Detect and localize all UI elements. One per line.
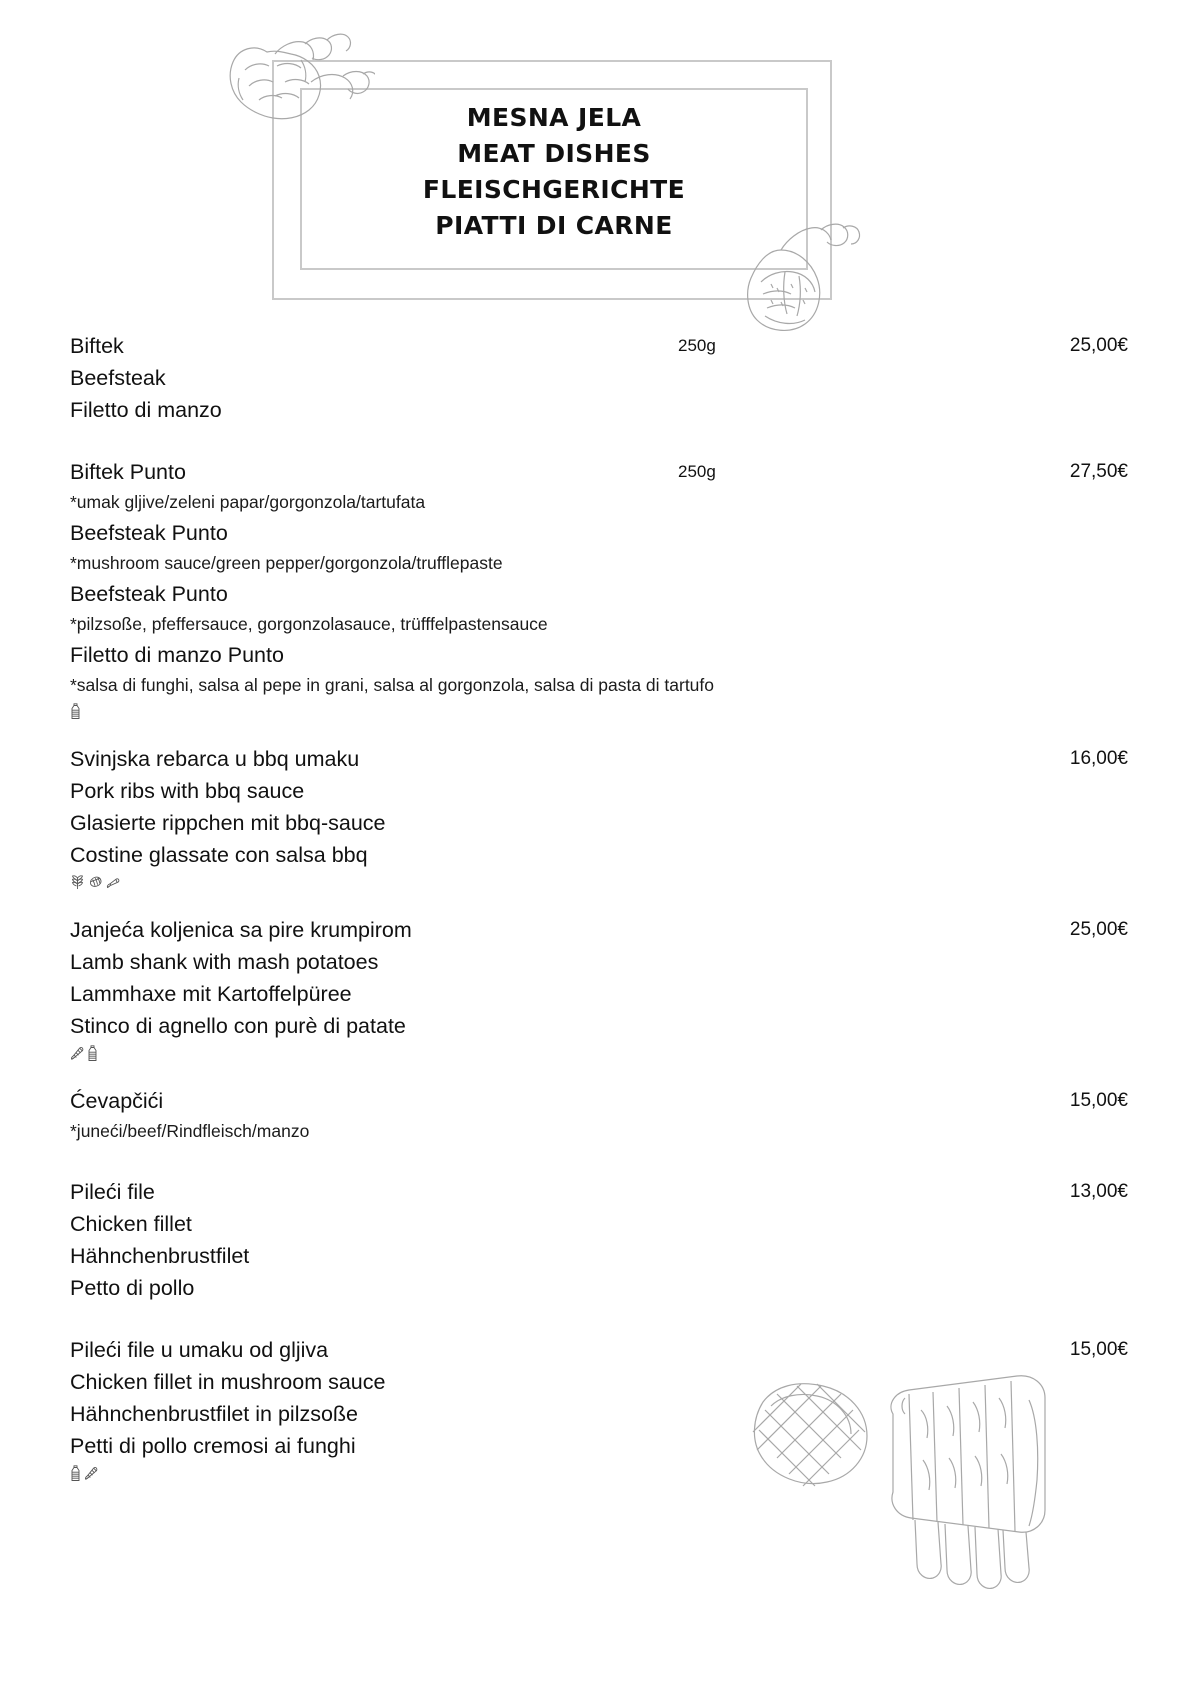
spacer [70, 1146, 1128, 1176]
menu-item-header-row [70, 1176, 1128, 1208]
menu-item-line-de: Glasierte rippchen mit bbq-sauce [70, 811, 386, 835]
menu-item-cevapcici[interactable] [70, 1085, 1128, 1146]
menu-item-line-en: Lamb shank with mash potatoes [70, 950, 379, 974]
celery-icon [70, 1045, 84, 1061]
menu-item-price: 27,50€ [1069, 461, 1128, 482]
menu-item-line-de: Beefsteak Punto [70, 582, 228, 606]
menu-item-name: Pileći file [70, 1180, 155, 1204]
menu-item-desc-hr: *umak gljive/zeleni papar/gorgonzola/tartufata [70, 492, 426, 512]
menu-item-price: 13,00€ [1069, 1181, 1128, 1202]
menu-item-biftek[interactable] [70, 330, 1128, 426]
menu-item-line-it: Filetto di manzo [70, 398, 222, 422]
menu-item-price: 25,00€ [1069, 919, 1128, 940]
menu-item-line-en: Chicken fillet in mushroom sauce [70, 1370, 386, 1394]
menu-item-desc-en: *mushroom sauce/green pepper/gorgonzola/trufflepaste [70, 553, 503, 573]
allergen-list [70, 701, 1128, 721]
milk-icon [70, 1465, 81, 1482]
menu-item-line-en: Pork ribs with bbq sauce [70, 779, 305, 803]
menu-item-desc-it: *salsa di funghi, salsa al pepe in grani, salsa al gorgonzola, salsa di pasta di tartufo [70, 675, 715, 695]
menu-item-line-en: Beefsteak [70, 366, 166, 390]
menu-item-line-en: Chicken fillet [70, 1212, 192, 1236]
menu-item-price: 25,00€ [1069, 335, 1128, 356]
menu-item-desc-de: *pilzsoße, pfeffersauce, gorgonzolasauce, trüfffelpastensauce [70, 614, 548, 634]
milk-icon [70, 703, 81, 720]
menu-item-line-de: Lammhaxe mit Kartoffelpüree [70, 982, 352, 1006]
menu-item-line-de: Hähnchenbrustfilet [70, 1244, 250, 1268]
menu-item-weight: 250g [678, 462, 716, 481]
menu-item-line-it: Costine glassate con salsa bbq [70, 843, 368, 867]
sesame-icon [88, 874, 103, 890]
title-line-hr: MESNA JELA [466, 103, 642, 132]
menu-item-header-row [70, 1085, 1128, 1117]
allergen-list [70, 1043, 1128, 1063]
celery-icon [84, 1465, 98, 1481]
menu-item-header-row [70, 330, 1128, 362]
menu-item-desc: *juneći/beef/Rindfleisch/manzo [70, 1121, 310, 1141]
menu-item-header-row [70, 1334, 1128, 1366]
menu-item-svinjska-rebarca[interactable] [70, 743, 1128, 892]
menu-item-name: Svinjska rebarca u bbq umaku [70, 747, 360, 771]
menu-header [0, 0, 1200, 330]
menu-item-line-de: Hähnchenbrustfilet in pilzsoße [70, 1402, 359, 1426]
menu-item-name: Janjeća koljenica sa pire krumpirom [70, 918, 412, 942]
spacer [70, 1063, 1128, 1085]
menu-item-name: Biftek Punto [70, 460, 186, 484]
mustard-icon [106, 874, 120, 890]
menu-item-name: Ćevapčići [70, 1089, 164, 1113]
menu-item-header-row [70, 456, 1128, 488]
spacer [70, 426, 1128, 456]
title-line-it: PIATTI DI CARNE [435, 211, 673, 240]
menu-item-price: 16,00€ [1069, 748, 1128, 769]
menu-item-line-en: Beefsteak Punto [70, 521, 228, 545]
menu-item-header-row [70, 914, 1128, 946]
menu-item-pileci-file[interactable] [70, 1176, 1128, 1304]
menu-item-line-it: Petti di pollo cremosi ai funghi [70, 1434, 356, 1458]
spacer [70, 721, 1128, 743]
menu-item-name: Pileći file u umaku od gljiva [70, 1338, 329, 1362]
menu-item-price: 15,00€ [1069, 1090, 1128, 1111]
menu-item-name: Biftek [70, 334, 124, 358]
spacer [70, 892, 1128, 914]
page-title [300, 100, 808, 244]
menu-item-pileci-file-gljive[interactable] [70, 1334, 1128, 1483]
menu-item-line-it: Stinco di agnello con purè di patate [70, 1014, 406, 1038]
spacer [70, 1304, 1128, 1334]
menu-item-price: 15,00€ [1069, 1339, 1128, 1360]
menu-item-line-it: Petto di pollo [70, 1276, 195, 1300]
menu-item-janjeca-koljenica[interactable] [70, 914, 1128, 1063]
menu-item-biftek-punto[interactable] [70, 456, 1128, 721]
allergen-list [70, 872, 1128, 892]
milk-icon [87, 1045, 98, 1062]
gluten-icon [70, 874, 85, 890]
menu-item-header-row [70, 743, 1128, 775]
menu-item-line-it: Filetto di manzo Punto [70, 643, 284, 667]
title-line-de: FLEISCHGERICHTE [422, 175, 686, 204]
allergen-list [70, 1463, 1128, 1483]
title-line-en: MEAT DISHES [457, 139, 651, 168]
menu-list [0, 330, 1200, 1483]
menu-item-weight: 250g [678, 336, 716, 355]
